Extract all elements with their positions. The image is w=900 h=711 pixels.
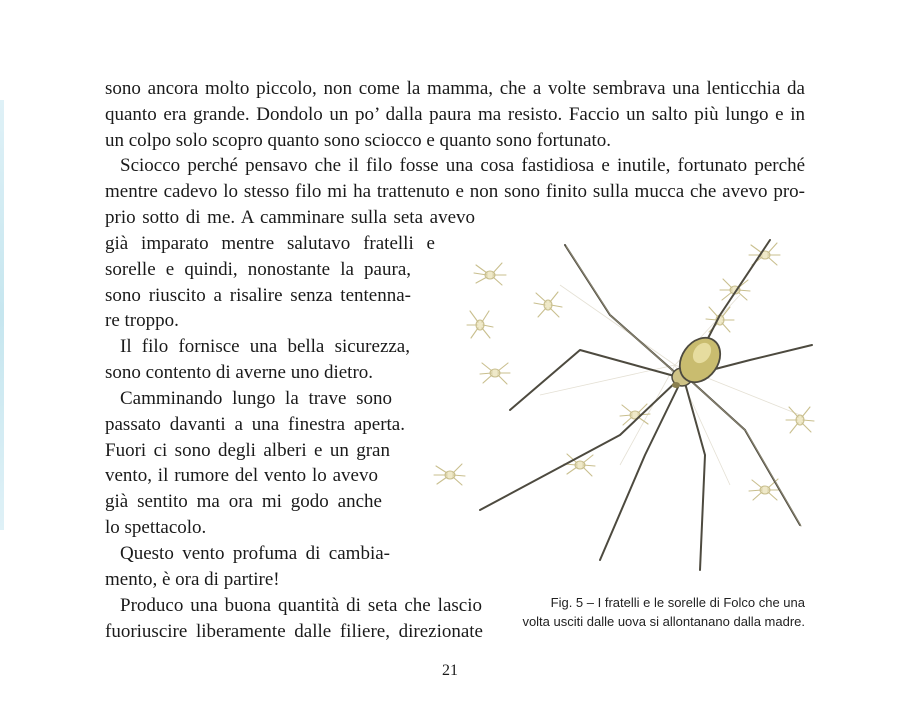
body-line: Sciocco perché pensavo che il filo fosse una cosa fastidiosa e inutile, fortunato perché (120, 155, 805, 176)
silk-strands (540, 285, 800, 485)
spider-illustration (420, 225, 820, 580)
body-line: sono ancora molto piccolo, non come la mamma, che a volte sembrava una lenticchia da (105, 78, 805, 99)
body-line: mento, è ora di partire! (105, 569, 280, 590)
figure-caption (500, 593, 805, 631)
caption-line: volta usciti dalle uova si allontanano dalla madre. (522, 614, 805, 629)
caption-line: Fig. 5 – I fratelli e le sorelle di Folco che una (550, 595, 805, 610)
body-line: vento, il rumore del vento lo avevo (105, 465, 378, 486)
body-line: fuoriuscire liberamente dalle filiere, direzionate (105, 621, 483, 642)
body-line: Camminando lungo la trave sono (120, 388, 392, 409)
body-line: Il filo fornisce una bella sicurezza, (120, 336, 410, 357)
body-line: Fuori ci sono degli alberi e un gran (105, 440, 390, 461)
body-line: Produco una buona quantità di seta che lascio (120, 595, 482, 616)
body-line: lo spettacolo. (105, 517, 207, 538)
body-line: Questo vento profuma di cambia- (120, 543, 390, 564)
body-line: prio sotto di me. A camminare sulla seta avevo (105, 207, 475, 228)
body-line: sorelle e quindi, nonostante la paura, (105, 259, 411, 280)
body-line: sono contento di averne uno dietro. (105, 362, 374, 383)
body-line: già imparato mentre salutavo fratelli e (105, 233, 435, 254)
body-line: quanto era grande. Dondolo un po’ dalla paura ma resisto. Faccio un salto più lungo e in (105, 104, 805, 125)
body-line: mentre cadevo lo stesso filo mi ha trattenuto e non sono finito sulla mucca che avevo pro- (105, 181, 805, 202)
body-line: sono riuscito a risalire senza tentenna- (105, 285, 411, 306)
body-line: già sentito ma ora mi godo anche (105, 491, 382, 512)
body-line: un colpo solo scopro quanto sono sciocco e quanto sono fortunato. (105, 130, 612, 151)
body-line: passato davanti a una finestra aperta. (105, 414, 405, 435)
body-line: re troppo. (105, 310, 179, 331)
page-edge-shadow (0, 100, 4, 530)
page-number: 21 (442, 662, 458, 679)
baby-spiders (434, 243, 814, 500)
